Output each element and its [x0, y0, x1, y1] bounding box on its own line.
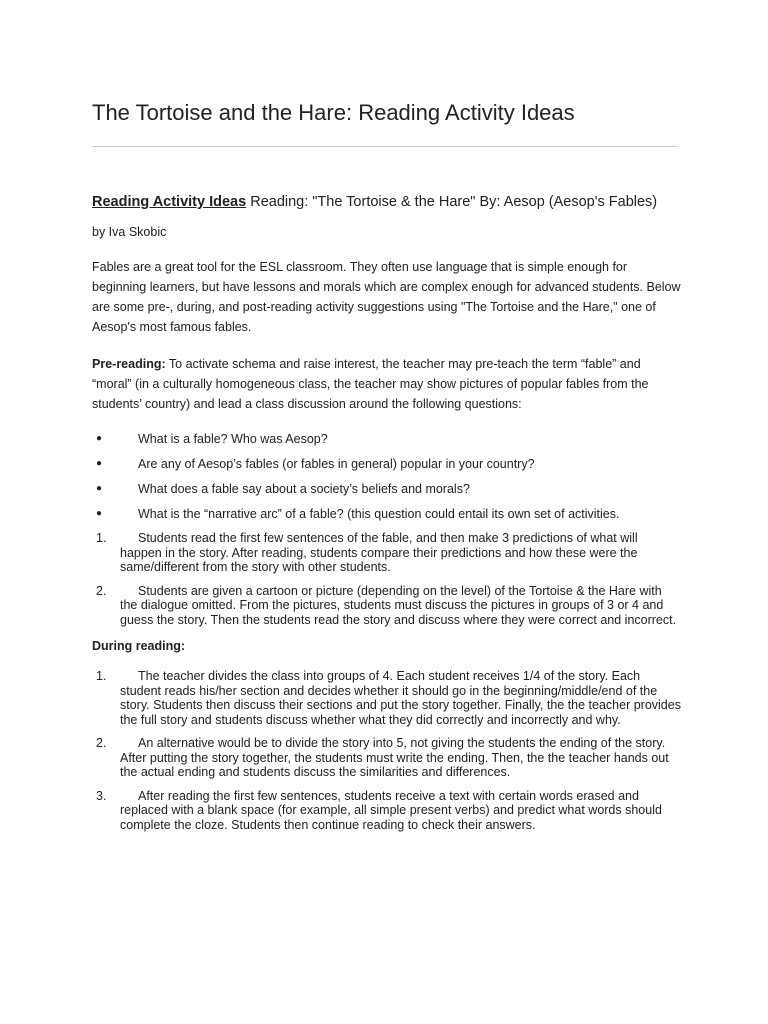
list-item	[92, 584, 682, 628]
prereading-label: Pre-reading:	[92, 357, 166, 371]
question-text: What is a fable? Who was Aesop?	[138, 432, 328, 446]
list-item	[92, 736, 682, 780]
bullet-icon: ●	[96, 483, 103, 494]
during-reading-activities	[92, 669, 682, 832]
during-reading-heading: During reading:	[92, 639, 186, 653]
activity-text: An alternative would be to divide the story into 5, not giving the students the ending of the story. After putting the story together, the students must write the ending. Then, the the teacher hands out the actual ending and students discuss the similarities and differences.	[120, 736, 669, 779]
title-divider	[92, 146, 677, 147]
list-item	[92, 431, 682, 447]
list-item	[92, 481, 682, 497]
page-title: The Tortoise and the Hare: Reading Activity Ideas	[92, 100, 575, 125]
discussion-questions	[92, 431, 682, 522]
item-number: 3.	[96, 788, 107, 803]
item-number: 1.	[96, 669, 107, 683]
headline-rest: Reading: "The Tortoise & the Hare" By: Aesop (Aesop's Fables)	[246, 194, 658, 210]
prereading-text: To activate schema and raise interest, the teacher may pre-teach the term “fable” and “moral” (in a culturally homogeneous class, the teacher may show pictures of popular fables from the students’ country) and lead a class discussion around the following questions:	[92, 357, 649, 411]
author-byline: by Iva Skobic	[92, 225, 167, 239]
bullet-icon: ●	[96, 433, 103, 444]
item-number: 2.	[96, 736, 107, 750]
activity-text: Students read the first few sentences of the fable, and then make 3 predictions of what will happen in the story. After reading, students compare their predictions and how these were the same/different from the story with other students.	[120, 531, 638, 574]
list-item	[92, 669, 682, 727]
item-number: 2.	[96, 583, 107, 598]
intro-paragraph: Fables are a great tool for the ESL classroom. They often use language that is simple enough for beginning learners, but have lessons and morals which are complex enough for advanced students. Below are some pre-, during, and post-reading activity suggestions using "The Tortoise and the Hare," one of Aesop's most famous fables.	[92, 260, 681, 334]
question-text: What does a fable say about a society’s beliefs and morals?	[138, 482, 470, 496]
headline-lead: Reading Activity Ideas	[92, 194, 247, 210]
content-flow	[92, 192, 682, 842]
activity-text: After reading the first few sentences, students receive a text with certain words erased and replaced with a blank space (for example, all simple present verbs) and predict what words should complete the cloze. Students then continue reading to check their answers.	[120, 788, 662, 832]
prereading-paragraph	[92, 354, 682, 414]
bullet-icon: ●	[96, 508, 103, 519]
activity-text: Students are given a cartoon or picture (depending on the level) of the Tortoise & the Hare with the dialogue omitted. From the pictures, students must discuss the pictures in groups of 3 or 4 and guess the story. Then the students read the story and discuss where they were correct and incorrect.	[120, 583, 677, 627]
list-item	[92, 789, 682, 833]
list-item	[92, 506, 682, 522]
list-item	[92, 456, 682, 472]
activity-text: The teacher divides the class into groups of 4. Each student receives 1/4 of the story. Each student reads his/her section and decides whether it should go in the beginning/middle/end of the story. Students then discuss their sections and put the story together. Finally, the the teacher provides the full story and students discuss whether what they did correctly and incorrectly and why.	[120, 669, 681, 727]
list-item	[92, 531, 682, 575]
question-text: What is the “narrative arc” of a fable? (this question could entail its own set of activities.	[138, 507, 620, 521]
bullet-icon: ●	[96, 458, 103, 469]
question-text: Are any of Aesop’s fables (or fables in general) popular in your country?	[138, 457, 535, 471]
item-number: 1.	[96, 531, 107, 545]
prereading-activities	[92, 531, 682, 627]
article-headline	[92, 192, 682, 213]
